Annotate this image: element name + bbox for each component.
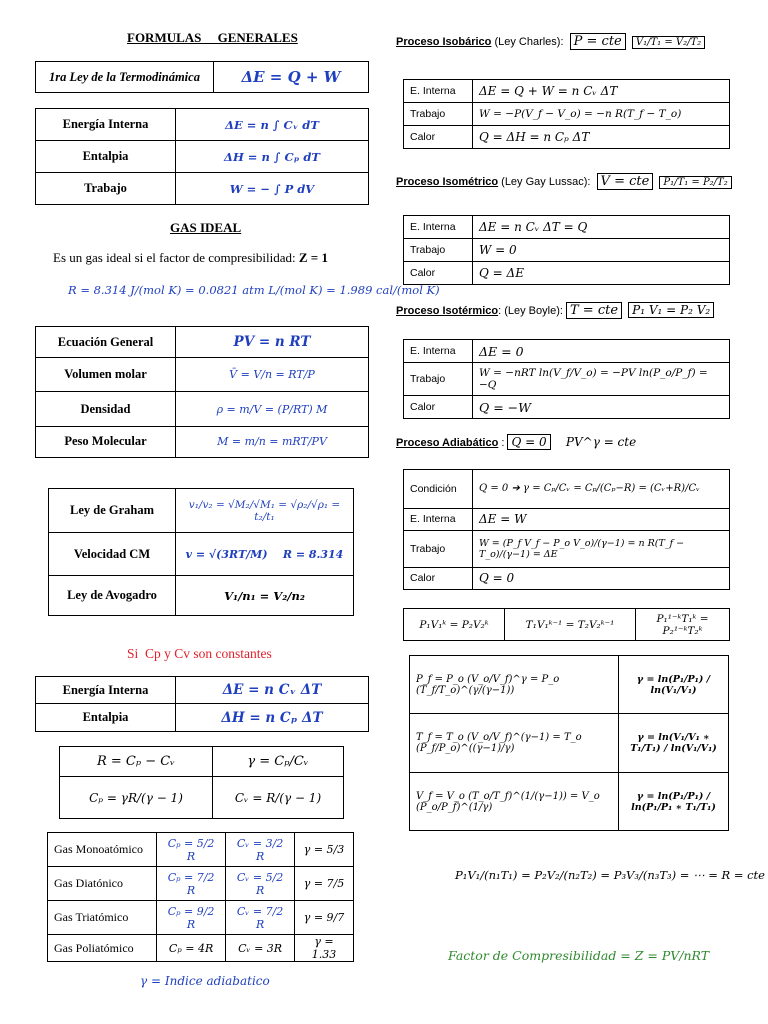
adiabatic-relation-tv: T₁V₁ᵏ⁻¹ = T₂V₂ᵏ⁻¹ [505,609,636,641]
isometric-title: Proceso Isométrico [396,176,499,188]
const-enthalpy-formula: ΔH = n Cₚ ΔT [176,704,369,732]
gas-mono-cp: Cₚ = 5/2 R [157,833,226,867]
general-equation-label: Ecuación General [36,327,176,358]
molecular-weight-formula: M = m/n = mRT/PV [176,426,369,457]
molar-volume-formula: V̄ = V/n = RT/P [176,358,369,392]
energy-internal-formula: ΔE = n ∫ Cᵥ dT [176,109,369,141]
relation-gamma: γ = Cₚ/Cᵥ [213,747,344,777]
compressibility-factor: Factor de Compresibilidad = Z = PV/nRT [448,948,710,963]
adiabatic-work-label: Trabajo [404,531,473,568]
final-pf-gamma: γ = ln(P₁/P₁) / ln(V₁/V₁) [619,656,729,714]
isobaric-ratio: V₁/T₁ = V₂/T₂ [632,36,705,49]
adiabatic-table [403,469,730,590]
relation-cp-gamma: Cₚ = γR/(γ − 1) [60,777,213,819]
isothermal-law: (Ley Boyle): [504,305,563,317]
isothermal-ratio: P₁ V₁ = P₂ V₂ [628,302,714,318]
graham-law-formula: v₁/v₂ = √M₂/√M₁ = √ρ₂/√ρ₁ = t₂/t₁ [176,489,354,533]
final-tf-gamma: γ = ln(V₁/V₁ ∗ T₁/T₁) / ln(V₁/V₁) [619,714,729,773]
isothermal-heat-formula: Q = −W [473,396,730,419]
gases-table [47,832,354,962]
final-pf-formula: P_f = P_o (V_o/V_f)^γ = P_o (T_f/T_o)^(γ/(γ−1)) [410,656,619,714]
isothermal-work-label: Trabajo [404,363,473,396]
isothermal-title: Proceso Isotérmico [396,305,499,317]
gas-di-cv: Cᵥ = 5/2 R [226,867,295,901]
energy-internal-label: Energía Interna [36,109,176,141]
constant-cp-cv-note: Si Cp y Cv son constantes [127,646,272,661]
gas-poli-label: Gas Poliatómico [48,935,157,962]
final-vf-formula: V_f = V_o (T_o/T_f)^(1/(γ−1)) = V_o (P_o/P_f)^(1/γ) [410,773,619,831]
isobaric-heat-formula: Q = ΔH = n Cₚ ΔT [473,126,730,149]
const-internal-energy-formula: ΔE = n Cᵥ ΔT [176,677,369,704]
graham-law-label: Ley de Graham [49,489,176,533]
isobaric-header [396,34,705,49]
const-internal-energy-label: Energía Interna [36,677,176,704]
isothermal-work-formula: W = −nRT ln(V_f/V_o) = −PV ln(P_o/P_f) = −Q [473,363,730,396]
isometric-heat-label: Calor [404,262,473,285]
isometric-work-label: Trabajo [404,239,473,262]
const-enthalpy-label: Entalpia [36,704,176,732]
r-constants: R = 8.314 J/(mol K) = 0.0821 atm L/(mol K) = 1.989 cal/(mol K) [68,283,440,297]
ideal-gas-table [35,326,369,458]
gas-tri-label: Gas Triatómico [48,901,157,935]
enthalpy-label: Entalpia [36,141,176,173]
avogadro-law-label: Ley de Avogadro [49,576,176,616]
adiabatic-condition-label: Condición [404,470,473,509]
adiabatic-work-formula: W = (P_f V_f − P_o V_o)/(γ−1) = n R(T_f − T_o)/(γ−1) = ΔE [473,531,730,568]
combined-gas-law: P₁V₁/(n₁T₁) = P₂V₂/(n₂T₂) = P₃V₃/(n₃T₃) = ⋯ = R = cte [455,868,765,882]
isobaric-table [403,79,730,149]
gas-tri-gamma: γ = 9/7 [295,901,354,935]
isometric-heat-formula: Q = ΔE [473,262,730,285]
cm-velocity-label: Velocidad CM [49,533,176,576]
isothermal-header: Proceso Isotérmico: (Ley Boyle): T = cte P₁ V₁ = P₂ V₂ [396,303,714,318]
adiabatic-pvgamma: PV^γ = cte [565,435,637,449]
gas-poli-cp: Cₚ = 4R [157,935,226,962]
isobaric-work-label: Trabajo [404,103,473,126]
gas-tri-cp: Cₚ = 9/2 R [157,901,226,935]
gas-laws-table [48,488,354,616]
molecular-weight-label: Peso Molecular [36,426,176,457]
cm-velocity-cell [176,533,354,576]
adiabatic-relation-pv: P₁V₁ᵏ = P₂V₂ᵏ [404,609,505,641]
gas-poli-cv: Cᵥ = 3R [226,935,295,962]
isobaric-internal-label: E. Interna [404,80,473,103]
isobaric-condition: P = cte [570,33,626,50]
first-law-table [35,61,369,93]
isothermal-internal-formula: ΔE = 0 [473,340,730,363]
adiabatic-condition-formula: Q = 0 ➔ γ = Cₚ/Cᵥ = Cₚ/(Cₚ−R) = (Cᵥ+R)/Cᵥ [473,470,730,509]
isometric-work-formula: W = 0 [473,239,730,262]
gas-di-label: Gas Diatónico [48,867,157,901]
isometric-header [396,174,732,189]
adiabatic-heat-formula: Q = 0 [473,567,730,589]
isothermal-internal-label: E. Interna [404,340,473,363]
adiabatic-header: Proceso Adiabático : Q = 0 PV^γ = cte [396,435,637,449]
gas-di-gamma: γ = 7/5 [295,867,354,901]
work-formula: W = − ∫ P dV [176,173,369,205]
isometric-internal-label: E. Interna [404,216,473,239]
gas-mono-gamma: γ = 5/3 [295,833,354,867]
isobaric-title: Proceso Isobárico [396,36,492,48]
isothermal-table [403,339,730,419]
gas-poli-gamma: γ = 1.33 [295,935,354,962]
constant-heat-table [35,676,369,732]
gas-mono-label: Gas Monoatómico [48,833,157,867]
adiabatic-relation-pt: P₁¹⁻ᵏT₁ᵏ = P₂¹⁻ᵏT₂ᵏ [636,609,730,641]
adiabatic-heat-label: Calor [404,567,473,589]
adiabatic-internal-formula: ΔE = W [473,508,730,530]
compressibility-value: Z = 1 [298,250,328,265]
energy-table [35,108,369,205]
adiabatic-title: Proceso Adiabático [396,437,499,449]
enthalpy-formula: ΔH = n ∫ Cₚ dT [176,141,369,173]
gas-mono-cv: Cᵥ = 3/2 R [226,833,295,867]
adiabatic-condition: Q = 0 [507,434,550,450]
gas-ideal-title: GAS IDEAL [170,220,242,235]
molar-volume-label: Volumen molar [36,358,176,392]
isometric-ratio: P₁/T₁ = P₂/T₂ [659,176,731,189]
first-law-formula: ΔE = Q + W [214,62,369,93]
compressibility-sentence [53,250,328,266]
isobaric-work-formula: W = −P(V_f − V_o) = −n R(T_f − T_o) [473,103,730,126]
isometric-condition: V = cte [597,173,654,190]
isometric-law: (Ley Gay Lussac): [501,176,591,188]
avogadro-law-formula: V₁/n₁ = V₂/n₂ [176,576,354,616]
adiabatic-final-table [409,655,729,831]
compressibility-text: Es un gas ideal si el factor de compresibilidad: [53,250,296,265]
isothermal-heat-label: Calor [404,396,473,419]
work-label: Trabajo [36,173,176,205]
relation-r-cp-cv: R = Cₚ − Cᵥ [60,747,213,777]
isothermal-condition: T = cte [566,302,622,319]
isobaric-internal-formula: ΔE = Q + W = n Cᵥ ΔT [473,80,730,103]
final-vf-gamma: γ = ln(P₁/P₁) / ln(P₁/P₁ ∗ T₁/T₁) [619,773,729,831]
general-equation-formula: PV = n RT [176,327,369,358]
adiabatic-internal-label: E. Interna [404,508,473,530]
relation-cv-gamma: Cᵥ = R/(γ − 1) [213,777,344,819]
density-label: Densidad [36,392,176,426]
adiabatic-relations-table [403,608,730,641]
r-value: R = 8.314 [282,547,344,561]
density-formula: ρ = m/V = (P/RT) M [176,392,369,426]
isometric-internal-formula: ΔE = n Cᵥ ΔT = Q [473,216,730,239]
gas-tri-cv: Cᵥ = 7/2 R [226,901,295,935]
cm-velocity-formula: v = √(3RT/M) [185,547,268,561]
isobaric-law: (Ley Charles): [494,36,564,48]
final-tf-formula: T_f = T_o (V_o/V_f)^(γ−1) = T_o (P_f/P_o)^((γ−1)/γ) [410,714,619,773]
isometric-table [403,215,730,285]
gamma-note: γ = Indice adiabatico [140,974,270,988]
general-formulas-title: FORMULAS GENERALES [127,30,298,45]
isobaric-heat-label: Calor [404,126,473,149]
first-law-label: 1ra Ley de la Termodinámica [36,62,214,93]
heat-relations-table [59,746,344,819]
gas-di-cp: Cₚ = 7/2 R [157,867,226,901]
